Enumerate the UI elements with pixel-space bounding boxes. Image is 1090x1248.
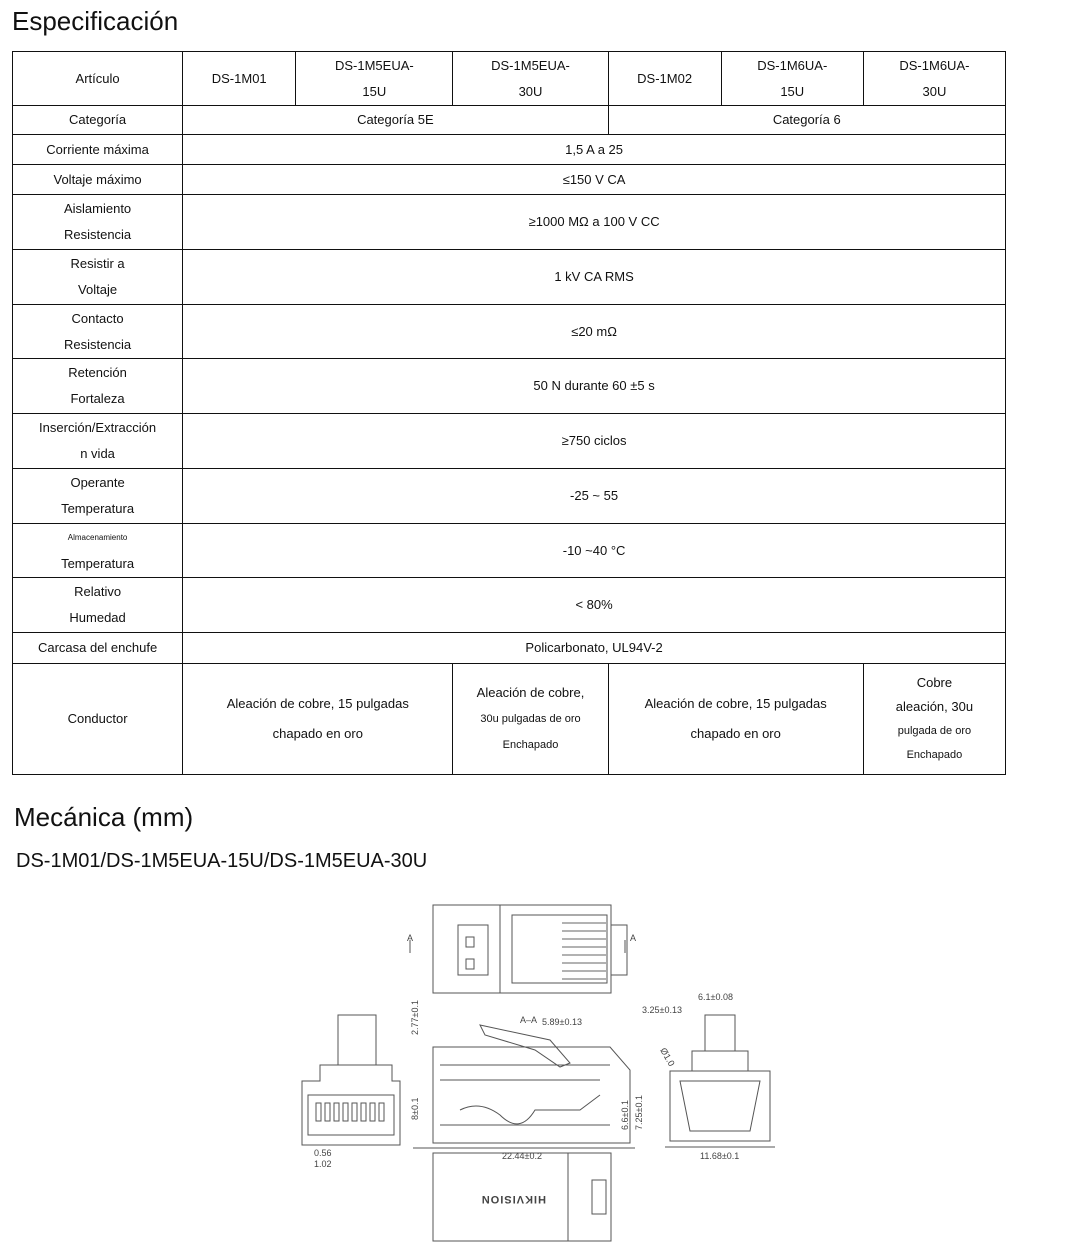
table-row <box>13 305 1006 359</box>
dim-1168: 11.68±0.1 <box>700 1151 740 1161</box>
table-row <box>13 414 1006 469</box>
conductor-cell: Cobre aleación, 30u pulgada de oro Enchapado <box>863 664 1005 775</box>
categoria-row <box>13 106 1006 135</box>
top-view-body <box>433 905 611 993</box>
row-label: Aislamiento Resistencia <box>13 195 183 250</box>
dim-056: 0.56 <box>314 1148 332 1158</box>
row-value: ≥1000 MΩ a 100 V CC <box>183 195 1006 250</box>
dim-277: 2.77±0.1 <box>410 1000 420 1035</box>
brand-logo: HIKVISION <box>480 1193 546 1205</box>
dim-2244: 22.44±0.2 <box>502 1151 542 1161</box>
row-value: -25 ~ 55 <box>183 469 1006 524</box>
table-row <box>13 524 1006 578</box>
cat6-value: Categoría 6 <box>608 106 1005 135</box>
dim-66: 6.6±0.1 <box>620 1100 630 1130</box>
spec-table <box>12 51 1006 775</box>
row-label: Corriente máxima <box>13 135 183 165</box>
model-cell: DS-1M5EUA- 15U <box>296 52 453 106</box>
conductor-cell: Aleación de cobre, 30u pulgadas de oro Enchapado <box>453 664 608 775</box>
row-label: Contacto Resistencia <box>13 305 183 359</box>
conductor-label: Conductor <box>13 664 183 775</box>
models-line: DS-1M01/DS-1M5EUA-15U/DS-1M5EUA-30U <box>16 850 428 872</box>
front-view-body <box>302 1065 400 1145</box>
model-cell: DS-1M6UA- 30U <box>863 52 1005 106</box>
row-label: Relativo Humedad <box>13 578 183 633</box>
row-value: ≤20 mΩ <box>183 305 1006 359</box>
model-cell: DS-1M6UA- 15U <box>721 52 863 106</box>
row-label: Carcasa del enchufe <box>13 633 183 664</box>
label-a-left: A <box>407 933 414 943</box>
header-row <box>13 52 1006 106</box>
table-row <box>13 633 1006 664</box>
table-row <box>13 135 1006 165</box>
cat5-value: Categoría 5E <box>183 106 608 135</box>
model-cell: DS-1M5EUA- 30U <box>453 52 608 106</box>
conductor-cell: Aleación de cobre, 15 pulgadas chapado en oro <box>608 664 863 775</box>
row-label: Almacenamiento Temperatura <box>13 524 183 578</box>
row-value: 1 kV CA RMS <box>183 250 1006 305</box>
dim-725: 7.25±0.1 <box>634 1095 644 1130</box>
table-row <box>13 195 1006 250</box>
label-a-right: A <box>630 933 637 943</box>
row-label: Voltaje máximo <box>13 165 183 195</box>
table-row <box>13 250 1006 305</box>
model-cell: DS-1M02 <box>608 52 721 106</box>
dim-8: 8±0.1 <box>410 1097 420 1120</box>
dim-102: 1.02 <box>314 1159 332 1169</box>
label-section: A–A <box>520 1015 538 1025</box>
dim-325: 3.25±0.13 <box>642 1005 682 1015</box>
table-row <box>13 578 1006 633</box>
header-label: Artículo <box>13 52 183 106</box>
row-value: 50 N durante 60 ±5 s <box>183 359 1006 414</box>
section-view-body <box>433 1047 630 1143</box>
dim-589: 5.89±0.13 <box>542 1017 582 1027</box>
row-value: ≤150 V CA <box>183 165 1006 195</box>
table-row <box>13 469 1006 524</box>
spec-heading: Especificación <box>12 6 179 36</box>
row-value: Policarbonato, UL94V-2 <box>183 633 1006 664</box>
row-value: < 80% <box>183 578 1006 633</box>
row-label: Resistir a Voltaje <box>13 250 183 305</box>
table-row <box>13 165 1006 195</box>
model-cell: DS-1M01 <box>183 52 296 106</box>
dim-61: 6.1±0.08 <box>698 992 733 1002</box>
table-row <box>13 359 1006 414</box>
conductor-row <box>13 664 1006 775</box>
row-value: ≥750 ciclos <box>183 414 1006 469</box>
row-label: Inserción/Extracción n vida <box>13 414 183 469</box>
mechanical-drawing <box>280 895 800 1245</box>
mech-heading: Mecánica (mm) <box>14 802 194 832</box>
row-value: -10 ~40 °C <box>183 524 1006 578</box>
row-label: Operante Temperatura <box>13 469 183 524</box>
row-label: Retención Fortaleza <box>13 359 183 414</box>
categoria-label: Categoría <box>13 106 183 135</box>
row-value: 1,5 A a 25 <box>183 135 1006 165</box>
conductor-cell: Aleación de cobre, 15 pulgadas chapado en oro <box>183 664 453 775</box>
dim-diameter: Ø1.0 <box>658 1046 677 1068</box>
